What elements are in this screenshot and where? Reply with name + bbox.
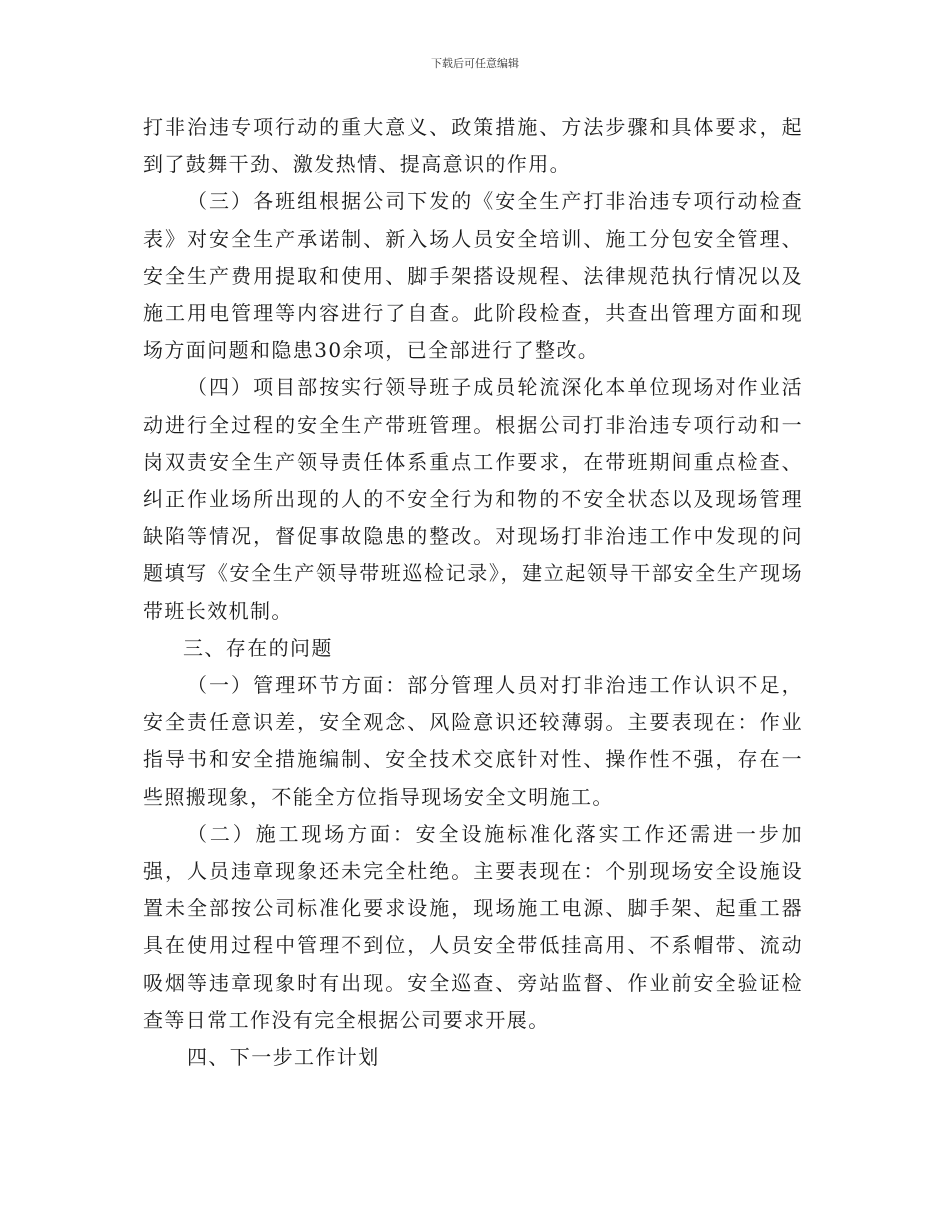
- page-header: 下载后可任意编辑: [431, 57, 519, 70]
- document-body: [143, 109, 803, 1076]
- paragraph-section-3: （三）各班组根据公司下发的《安全生产打非治违专项行动检查表》对安全生产承诺制、新入场人员安全培训、施工分包安全管理、安全生产费用提取和使用、脚手架搭设规程、法律规范执行情况以及施工用电管理等内容进行了自查。此阶段检查，共查出管理方面和现场方面问题和隐患30余项，已全部进行了整改。: [143, 189, 803, 363]
- paragraph-continuation: 打非治违专项行动的重大意义、政策措施、方法步骤和具体要求，起到了鼓舞干劲、激发热情、提高意识的作用。: [143, 115, 803, 177]
- paragraph-management-issues: （一）管理环节方面：部分管理人员对打非治违工作认识不足，安全责任意识差，安全观念、风险意识还较薄弱。主要表现在：作业指导书和安全措施编制、安全技术交底针对性、操作性不强，存在一些照搬现象，不能全方位指导现场安全文明施工。: [143, 673, 803, 809]
- paragraph-site-issues: （二）施工现场方面：安全设施标准化落实工作还需进一步加强，人员违章现象还未完全杜绝。主要表现在：个别现场安全设施设置未全部按公司标准化要求设施，现场施工电源、脚手架、起重工器具在使用过程中管理不到位，人员安全带低挂高用、不系帽带、流动吸烟等违章现象时有出现。安全巡查、旁站监督、作业前安全验证检查等日常工作没有完全根据公司要求开展。: [143, 821, 803, 1032]
- heading-existing-problems: 三、存在的问题: [183, 635, 333, 660]
- heading-next-steps: 四、下一步工作计划: [187, 1045, 380, 1070]
- paragraph-section-4: （四）项目部按实行领导班子成员轮流深化本单位现场对作业活动进行全过程的安全生产带班管理。根据公司打非治违专项行动和一岗双责安全生产领导责任体系重点工作要求，在带班期间重点检查、纠正作业场所出现的人的不安全行为和物的不安全状态以及现场管理缺陷等情况，督促事故隐患的整改。对现场打非治违工作中发现的问题填写《安全生产领导带班巡检记录》，建立起领导干部安全生产现场带班长效机制。: [143, 375, 803, 623]
